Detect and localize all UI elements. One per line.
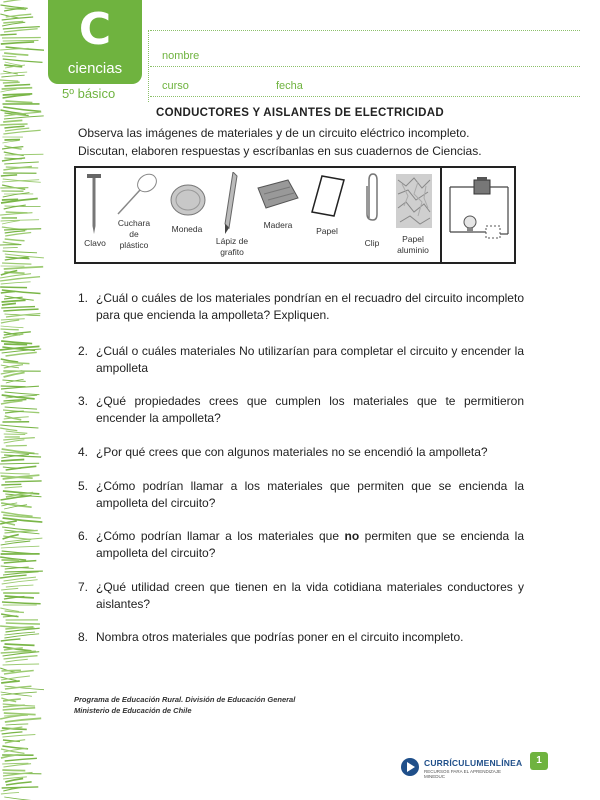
brand-logo-icon [400, 757, 420, 777]
material-label-papel-aluminio: Papel aluminio [397, 234, 429, 255]
aluminum-foil-icon [394, 172, 434, 230]
question-number: 3. [78, 394, 89, 408]
decorative-grass-border [0, 0, 44, 800]
question-7 [78, 579, 524, 613]
question-number: 4. [78, 445, 89, 459]
paper-icon [308, 174, 348, 218]
nombre-label: nombre [162, 50, 200, 62]
question-3 [78, 393, 524, 427]
curso-fecha-line [150, 96, 580, 97]
page-title: CONDUCTORES Y AISLANTES DE ELECTRICIDAD [156, 107, 444, 119]
question-1 [78, 290, 524, 324]
curriculum-brand [400, 756, 523, 779]
paperclip-icon [364, 172, 382, 224]
pencil-icon [220, 172, 242, 234]
question-text: ¿Cuál o cuáles materiales No utilizarían para completar el circuito y encender la ampolleta [96, 344, 524, 375]
spoon-icon [114, 172, 160, 218]
header-divider [148, 30, 149, 102]
fecha-label: fecha [276, 80, 303, 92]
intro-line-2: Discutan, elaboren respuestas y escríbanlas en sus cuadernos de Ciencias. [78, 144, 482, 158]
footer-line-1: Programa de Educación Rural. División de Educación General [74, 695, 296, 704]
strip-divider [440, 168, 442, 262]
question-2 [78, 343, 524, 377]
question-5 [78, 478, 524, 512]
material-label-papel: Papel [316, 226, 338, 236]
question-text-part: permiten que se encienda la ampolleta del circuito? [96, 529, 524, 560]
material-label-cuchara: Cuchara de plástico [117, 218, 151, 250]
question-4 [78, 444, 524, 461]
question-text-emphasis: no [344, 529, 360, 543]
logo-letter: C [78, 4, 112, 55]
header-top-rule [150, 30, 580, 31]
question-number: 2. [78, 344, 89, 358]
subject-logo [48, 0, 142, 84]
material-label-clip: Clip [364, 238, 380, 248]
question-text: ¿Qué propiedades crees que cumplen los materiales que te permitieron encender la ampolleta? [96, 394, 524, 425]
grade-label: 5º básico [62, 86, 116, 101]
question-6 [78, 528, 524, 562]
logo-subject: ciencias [67, 60, 123, 77]
nombre-line [150, 66, 580, 67]
question-number: 6. [78, 529, 89, 543]
question-number: 7. [78, 580, 89, 594]
question-text: Nombra otros materiales que podrías poner en el circuito incompleto. [96, 630, 464, 644]
curso-label: curso [162, 80, 189, 92]
page-number: 1 [530, 752, 548, 770]
footer-line-2: Ministerio de Educación de Chile [74, 706, 192, 715]
coin-icon [168, 182, 208, 218]
intro-text [78, 124, 518, 160]
material-label-clavo: Clavo [84, 238, 106, 248]
intro-line-1: Observa las imágenes de materiales y de un circuito eléctrico incompleto. [78, 126, 470, 140]
footer-credits [74, 694, 295, 716]
question-text: ¿Cómo podrían llamar a los materiales que permiten que se encienda la ampolleta del circuito? [96, 479, 524, 510]
wood-icon [254, 178, 300, 210]
materials-strip [74, 166, 516, 264]
question-text: ¿Por qué crees que con algunos materiales no se encendió la ampolleta? [96, 445, 488, 459]
question-number: 8. [78, 630, 89, 644]
incomplete-circuit-diagram [444, 176, 514, 256]
question-text: ¿Cuál o cuáles de los materiales pondrían en el recuadro del circuito incompleto para que encienda la ampolleta? Expliquen. [96, 291, 524, 322]
material-label-moneda: Moneda [171, 224, 203, 234]
question-number: 5. [78, 479, 89, 493]
brand-name: CURRÍCULUMENLÍNEA [424, 758, 523, 768]
question-number: 1. [78, 291, 89, 305]
question-text: ¿Qué utilidad creen que tienen en la vida cotidiana materiales conductores y aislantes? [96, 580, 524, 611]
question-text-part: ¿Cómo podrían llamar a los materiales que [96, 529, 345, 543]
nail-icon [84, 174, 104, 236]
question-text [96, 528, 524, 562]
material-label-madera: Madera [263, 220, 293, 230]
material-label-lapiz: Lápiz de grafito [215, 236, 249, 257]
question-8 [78, 629, 524, 646]
brand-tagline: RECURSOS PARA EL APRENDIZAJE MINEDUC [424, 769, 502, 779]
